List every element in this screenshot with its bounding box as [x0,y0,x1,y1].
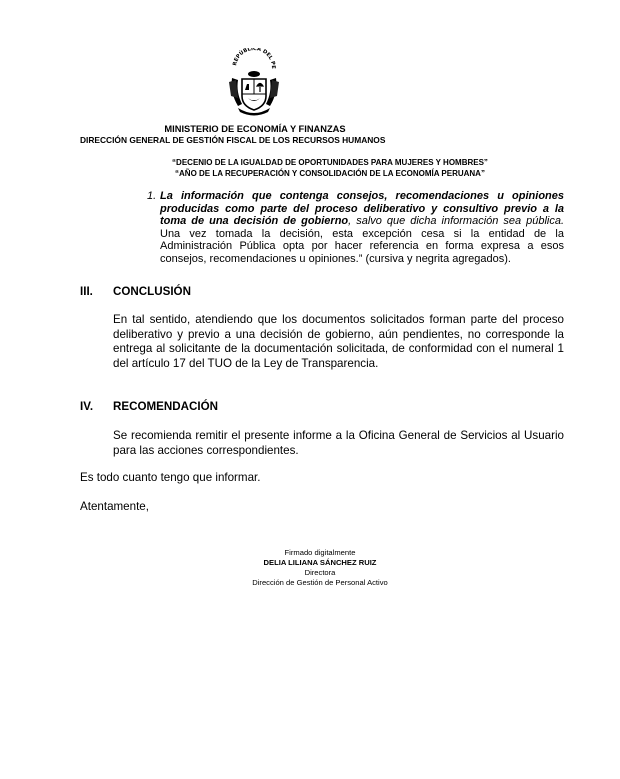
section-number: III. [80,285,93,298]
quoted-legal-text [130,190,564,266]
quote-body [160,190,564,266]
direction-name: DIRECCIÓN GENERAL DE GESTIÓN FISCAL DE LOS RECURSOS HUMANOS [80,135,386,145]
decenio-line-2: “AÑO DE LA RECUPERACIÓN Y CONSOLIDACIÓN DE LA ECONOMÍA PERUANA” [175,168,485,178]
seal-text: REPÚBLICA DEL PE [232,48,277,69]
closing-statement: Es todo cuanto tengo que informar. [80,471,261,484]
section-heading-conclusion [80,285,380,301]
decenio-line-1: “DECENIO DE LA IGUALDAD DE OPORTUNIDADES PARA MUJERES Y HOMBRES” [172,158,488,167]
section-title: CONCLUSIÓN [113,285,191,298]
ministry-name: MINISTERIO DE ECONOMÍA Y FINANZAS [164,124,346,134]
signatory-name: DELIA LILIANA SÁNCHEZ RUIZ [263,558,377,567]
quote-rest: Una vez tomada la decisión, esta excepción cesa si la entidad de la Administración Pública opta por hacer referencia en forma expresa a esos consejos, recomendaciones u opiniones.” (cursiva y negrita agregados). [160,227,564,265]
signatory-office: Dirección de Gestión de Personal Activo [252,578,388,587]
section-title: RECOMENDACIÓN [113,400,218,413]
section-heading-recommendation [80,400,380,416]
closing-salutation: Atentamente, [80,500,149,513]
svg-text:REPÚBLICA DEL PERÚ [226,48,276,69]
signature-block [80,548,560,588]
coat-of-arms-seal [226,48,282,118]
conclusion-paragraph: En tal sentido, atendiendo que los documentos solicitados forman parte del proceso deliberativo y previo a una decisión de gobierno, aún pendientes, no corresponde la entrega al solicitante de la documentación solicitada, de conformidad con el numeral 1 del artículo 17 del TUO de la Ley de Transparencia. [113,313,564,370]
quote-number: 1. [147,190,157,202]
signatory-role: Directora [304,568,336,577]
recommendation-paragraph: Se recomienda remitir el presente informe a la Oficina General de Servicios al Usuario para las acciones correspondientes. [113,429,564,457]
quote-italic: , salvo que dicha información sea pública. [348,215,565,228]
section-number: IV. [80,400,94,413]
year-denomination [80,158,580,179]
quote-bold-italic: La información que contenga consejos, recomendaciones u opiniones producidas como parte del proceso deliberativo y consultivo previo a la toma de una decisión de gobierno [160,190,564,228]
digital-signature-label: Firmado digitalmente [284,548,356,557]
